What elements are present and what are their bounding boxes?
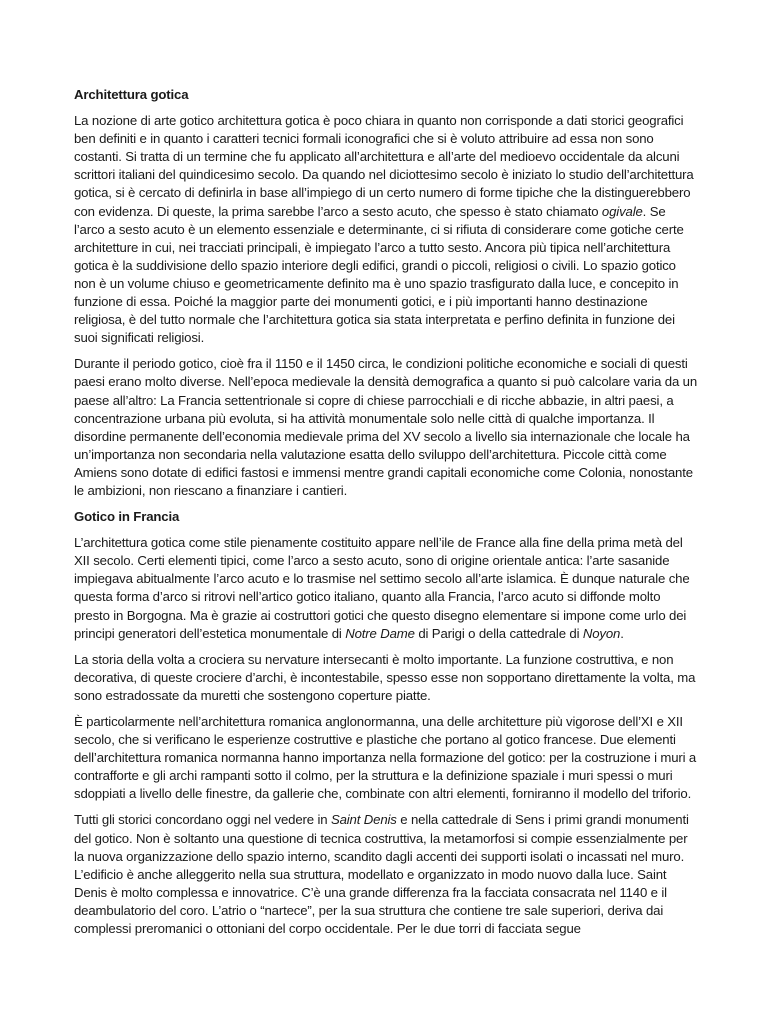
body-paragraph: [74, 713, 698, 803]
body-paragraph: [74, 811, 698, 938]
paragraph-text: Durante il periodo gotico, cioè fra il 1150 e il 1450 circa, le condizioni politiche economiche e sociali di questi paesi erano molto diverse. Nell’epoca medievale la densità demografica a quanto si può calcolare varia da un paese all’altro: La Francia settentrionale si copre di chiese parrocchiali e di ricche abbazie, in altri paesi, a concentrazione urbana più evoluta, si ha attività monumentale solo nelle città di qualche importanza. Il disordine permanente dell’economia medievale prima del XV secolo a livello sia internazionale che locale ha un’importanza non secondaria nella valutazione esatta dello sviluppo dell’architettura. Piccole città come Amiens sono dotate di edifici fastosi e immensi mentre grandi capitali economiche come Colonia, nonostante le ambizioni, non riescano a finanziare i cantieri.: [74, 356, 698, 498]
document-page: [74, 86, 698, 946]
paragraph-text: .: [620, 625, 624, 641]
italic-text: ogivale: [601, 203, 643, 219]
paragraph-text: L’architettura gotica come stile pienamente costituito appare nell’ile de France alla fine della prima metà del XII secolo. Certi elementi tipici, come l’arco a sesto acuto, sono di origine orientale antica: l’arte sasanide impiegava abitualmente l’arco acuto e lo trasmise nel settimo secolo all’arte islamica. È dunque naturale che questa forma d’arco si ritrovi nell’artico gotico italiano, quanto alla Francia, l’arco acuto si diffonde molto presto in Borgogna. Ma è grazie ai costruttori gotici che questo disegno elementare si impone come urlo dei principi generatori dell’estetica monumentale di: [74, 535, 690, 641]
paragraph-text: Tutti gli storici concordano oggi nel vedere in: [74, 812, 331, 828]
body-paragraph: [74, 651, 698, 705]
section-heading: Architettura gotica: [74, 87, 189, 102]
body-paragraph: [74, 534, 698, 643]
italic-text: Noyon: [582, 625, 621, 641]
paragraph-text: . Se l’arco a sesto acuto è un elemento essenziale e determinante, ci si rifiuta di considerare come gotiche certe architetture in cui, nei tracciati principali, è impiegato l’arco a tutto sesto. Ancora più tipica nell’architettura gotica è la suddivisione dello spazio interiore degli edifici, grandi o piccoli, religiosi o civili. Lo spazio gotico non è un volume chiuso e geometricamente definito ma è uno spazio trasfigurato dalla luce, e concepito in funzione di essa. Poiché la maggior parte dei monumenti gotici, e i più importanti hanno destinazione religiosa, è del tutto normale che l’architettura gotica sia stata interpretata e perfino definita in funzione dei suoi significati religiosi.: [74, 203, 684, 346]
italic-text: Notre Dame: [345, 625, 415, 641]
paragraph-text: e nella cattedrale di Sens i primi grandi monumenti del gotico. Non è soltanto una questione di tecnica costruttiva, la metamorfosi si compie essenzialmente per la nuova organizzazione dello spazio interno, scandito dagli accenti dei supporti isolati o incassati nel muro. L’edificio è anche alleggerito nella sua struttura, modellato e organizzato in modo nuovo dalla luce. Saint Denis è molto complessa e innovatrice. C’è una grande differenza fra la facciata consacrata nel 1140 e il deambulatorio del coro. L’atrio o “nartece”, per la sua struttura che contiene tre sale superiori, deriva dai complessi preromanici o ottoniani del corpo occidentale. Per le due torri di facciata segue: [74, 812, 689, 937]
paragraph-text: La storia della volta a crociera su nervature intersecanti è molto importante. La funzione costruttiva, e non decorativa, di queste crociere d’archi, è incontestabile, spesso esse non sopportano direttamente la volta, ma sono estradossate da muretti che sostengono coperture piatte.: [74, 651, 696, 703]
section-heading: Gotico in Francia: [74, 509, 180, 525]
italic-text: Saint Denis: [330, 812, 397, 828]
paragraph-text: È particolarmente nell’architettura romanica anglonormanna, una delle architetture più vigorose dell’XI e XII secolo, che si verificano le esperienze costruttive e plastiche che portano al gotico francese. Due elementi dell’architettura romanica normanna hanno importanza nella formazione del gotico: per la costruzione i muri a contrafforte e gli archi rampanti sotto il colmo, per la struttura e la definizione spaziale i muri spessi o muri sdoppiati a livello delle finestre, da gallerie che, combinate con altri elementi, forniranno il modello del triforio.: [74, 714, 697, 802]
body-paragraph: [74, 112, 698, 347]
paragraph-text: La nozione di arte gotico architettura gotica è poco chiara in quanto non corrisponde a dati storici geografici ben definiti e in quanto i caratteri tecnici formali iconografici che si è voluto attribuire ad essa non sono costanti. Si tratta di un termine che fu applicato all’architettura e all’arte del medioevo occidentale da alcuni scrittori italiani del quindicesimo secolo. Da quando nel diciottesimo secolo è iniziato lo studio dell’architettura gotica, si è cercato di definirla in base all’impiego di un certo numero di forme tipiche che la distinguerebbero con evidenza. Di queste, la prima sarebbe l’arco a sesto acuto, che spesso è stato chiamato: [74, 113, 694, 219]
paragraph-text: di Parigi o della cattedrale di: [414, 625, 583, 641]
body-paragraph: [74, 355, 698, 500]
